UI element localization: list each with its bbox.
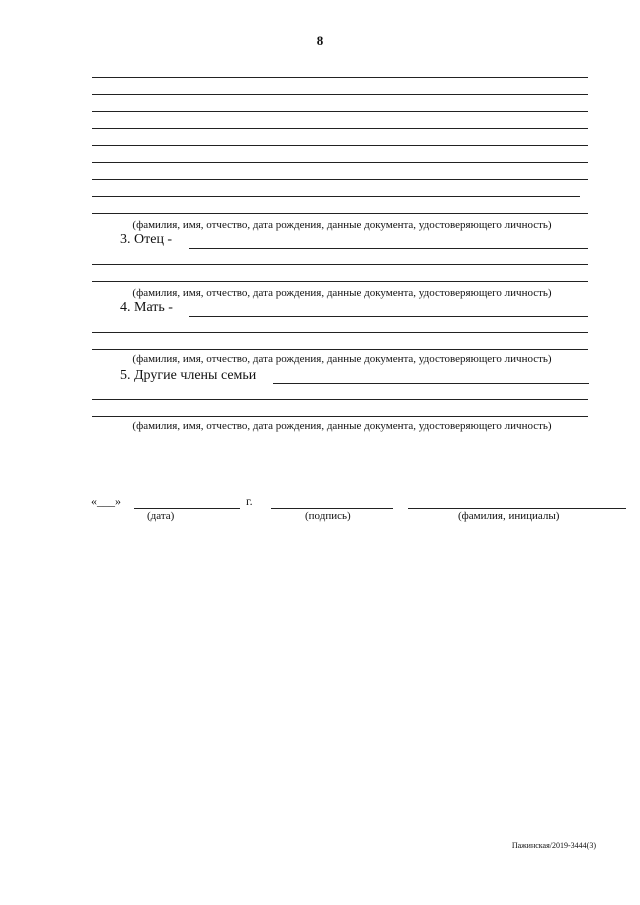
field-caption: (фамилия, имя, отчество, дата рождения, данные документа, удостоверяющего личность) [132,420,552,432]
blank-line [92,94,588,95]
blank-line [92,332,588,333]
blank-line [92,179,588,180]
signature-input-line[interactable] [271,508,393,509]
date-caption: (дата) [147,510,175,522]
blank-line [92,196,580,197]
field-caption: (фамилия, имя, отчество, дата рождения, данные документа, удостоверяющего личность) [132,353,552,365]
page-number: 8 [316,33,324,48]
father-input-line[interactable] [189,248,588,249]
footer-code: Пажинская/2019-3444(3) [511,841,596,850]
blank-line [92,349,588,350]
item-label-other-family: 5. Другие члены семьи [120,368,257,383]
blank-line [92,145,588,146]
blank-line [92,399,588,400]
blank-line [92,264,588,265]
date-day-field[interactable]: «___» [91,494,121,508]
name-input-line[interactable] [408,508,626,509]
mother-input-line[interactable] [189,316,588,317]
other-family-input-line[interactable] [273,383,589,384]
item-label-father: 3. Отец - [120,232,173,247]
item-label-mother: 4. Мать - [120,300,173,315]
blank-line [92,77,588,78]
date-input-line[interactable] [134,508,240,509]
field-caption: (фамилия, имя, отчество, дата рождения, данные документа, удостоверяющего личность) [132,219,552,231]
blank-line [92,281,588,282]
blank-line [92,213,588,214]
blank-line [92,128,588,129]
field-caption: (фамилия, имя, отчество, дата рождения, данные документа, удостоверяющего личность) [132,287,552,299]
blank-line [92,111,588,112]
year-suffix: г. [246,494,253,508]
name-caption: (фамилия, инициалы) [458,510,560,522]
blank-line [92,162,588,163]
blank-line [92,416,588,417]
signature-caption: (подпись) [305,510,351,522]
